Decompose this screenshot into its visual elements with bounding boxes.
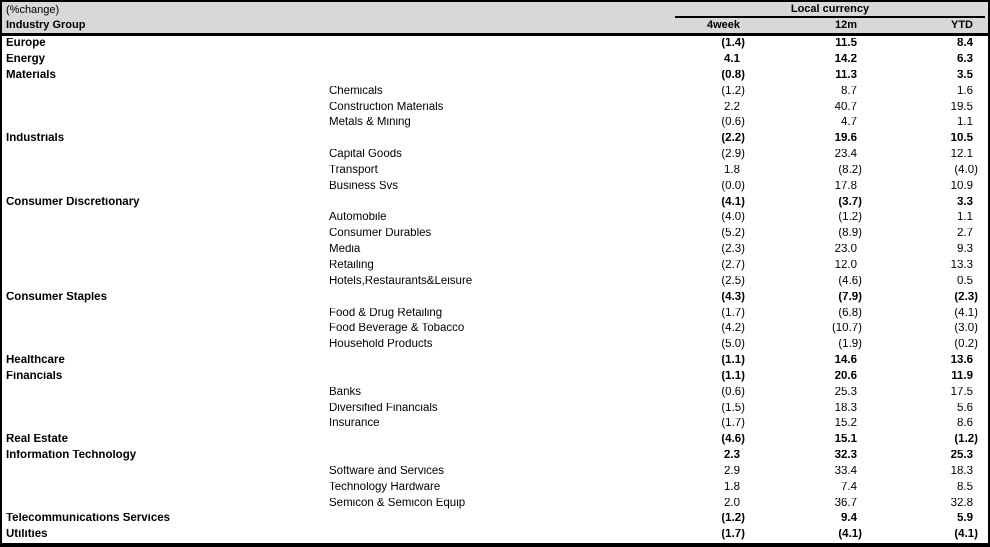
table-row <box>2 242 988 258</box>
cell-ytd: 3.3 <box>957 196 973 208</box>
cell-4week: (4.1) <box>721 196 745 208</box>
row-label: Materials <box>6 69 56 81</box>
cell-4week: (5.0) <box>721 339 745 351</box>
row-label: Real Estate <box>6 434 69 446</box>
row-label: Consumer Durables <box>329 228 432 240</box>
cell-ytd: 5.6 <box>957 402 973 414</box>
cell-ytd: (0.2) <box>954 339 978 351</box>
cell-4week: 2.2 <box>724 101 740 113</box>
cell-4week: (1.5) <box>721 402 745 414</box>
table-row <box>2 337 988 353</box>
cell-12m: (7.9) <box>838 291 862 303</box>
cell-12m: (1.2) <box>838 212 862 224</box>
cell-12m: 36.7 <box>834 497 857 509</box>
table-row <box>2 274 988 290</box>
local-currency-spanner: Local currency <box>675 2 985 18</box>
cell-12m: (4.6) <box>838 275 862 287</box>
table-row <box>2 321 988 337</box>
table-row <box>2 416 988 432</box>
cell-4week: (1.2) <box>721 85 745 97</box>
cell-4week: 1.8 <box>724 481 740 493</box>
cell-12m: (1.9) <box>838 339 862 351</box>
cell-ytd: 9.3 <box>957 244 973 256</box>
table-body <box>2 36 988 543</box>
table-row <box>2 147 988 163</box>
cell-ytd: 11.9 <box>951 370 973 382</box>
table-row <box>2 369 988 385</box>
row-label: Media <box>329 244 361 256</box>
table-row <box>2 464 988 480</box>
cell-12m: 18.3 <box>834 402 857 414</box>
table-row <box>2 179 988 195</box>
row-label: Technology Hardware <box>329 481 441 493</box>
table-row <box>2 131 988 147</box>
row-label: Utilities <box>6 529 48 541</box>
cell-4week: (2.5) <box>721 275 745 287</box>
cell-12m: 8.7 <box>841 85 857 97</box>
table-row <box>2 448 988 464</box>
row-label: Automobile <box>329 212 387 224</box>
cell-12m: 14.6 <box>834 355 857 367</box>
row-label: Consumer Discretionary <box>6 196 140 208</box>
cell-ytd: 2.7 <box>957 228 973 240</box>
cell-ytd: 0.5 <box>957 275 973 287</box>
row-label: Transport <box>329 164 378 176</box>
cell-12m: 32.3 <box>834 450 857 462</box>
cell-ytd: 25.3 <box>950 450 973 462</box>
header-row-columns <box>2 18 988 33</box>
table-row <box>2 480 988 496</box>
cell-12m: 15.1 <box>834 434 857 446</box>
table-row <box>2 194 988 210</box>
cell-4week: (1.1) <box>721 370 745 382</box>
row-label: Diversified Financials <box>329 402 438 414</box>
table-row <box>2 84 988 100</box>
cell-4week: (2.9) <box>721 149 745 161</box>
cell-12m: (8.9) <box>838 228 862 240</box>
row-label: Business Svs <box>329 180 399 192</box>
cell-12m: 14.2 <box>834 54 857 66</box>
cell-12m: (8.2) <box>838 164 862 176</box>
table-row <box>2 400 988 416</box>
row-label: Hotels,Restaurants&Leisure <box>329 275 473 287</box>
cell-12m: 23.4 <box>834 149 857 161</box>
cell-ytd: 8.6 <box>957 418 973 430</box>
cell-4week: (2.2) <box>721 133 745 145</box>
row-label: Insurance <box>329 418 380 430</box>
cell-12m: 11.5 <box>835 38 857 50</box>
cell-12m: 9.4 <box>841 513 857 525</box>
cell-4week: (0.6) <box>721 386 745 398</box>
row-label: Software and Services <box>329 465 445 477</box>
column-header-12m: 12m <box>834 19 857 31</box>
table-row <box>2 226 988 242</box>
row-label: Construction Materials <box>329 101 444 113</box>
table-row <box>2 495 988 511</box>
cell-ytd: (4.0) <box>954 164 978 176</box>
cell-4week: (2.3) <box>721 244 745 256</box>
cell-ytd: 1.1 <box>957 117 973 129</box>
table-row <box>2 36 988 52</box>
row-label: Household Products <box>329 339 433 351</box>
cell-12m: 17.8 <box>834 180 857 192</box>
cell-4week: (4.0) <box>721 212 745 224</box>
cell-4week: (1.7) <box>721 529 745 541</box>
cell-12m: 33.4 <box>834 465 857 477</box>
table-row <box>2 353 988 369</box>
row-label: Semicon & Semicon Equip <box>329 497 466 509</box>
cell-ytd: 3.5 <box>957 69 973 81</box>
cell-ytd: (4.1) <box>954 529 978 541</box>
cell-ytd: 12.1 <box>950 149 973 161</box>
cell-12m: 23.0 <box>834 244 857 256</box>
cell-ytd: 1.6 <box>957 85 973 97</box>
cell-4week: (0.0) <box>721 180 745 192</box>
cell-ytd: 18.3 <box>950 465 973 477</box>
cell-ytd: 10.5 <box>950 133 973 145</box>
table-row <box>2 511 988 527</box>
cell-12m: 15.2 <box>834 418 857 430</box>
row-label: Energy <box>6 54 45 66</box>
header-row-top <box>2 2 988 18</box>
cell-12m: 20.6 <box>834 370 857 382</box>
cell-4week: 2.9 <box>724 465 740 477</box>
cell-4week: (4.6) <box>721 434 745 446</box>
cell-ytd: 32.8 <box>950 497 973 509</box>
row-label: Financials <box>6 370 63 382</box>
cell-12m: 12.0 <box>834 259 857 271</box>
cell-12m: 40.7 <box>834 101 857 113</box>
row-label: Capital Goods <box>329 149 402 161</box>
cell-4week: (0.6) <box>721 117 745 129</box>
cell-4week: (1.7) <box>721 418 745 430</box>
row-label: Chemicals <box>329 85 383 97</box>
table-row <box>2 290 988 306</box>
row-label: Metals & Mining <box>329 117 411 129</box>
row-label: Food Beverage & Tobacco <box>329 323 465 335</box>
row-label: Food & Drug Retailing <box>329 307 443 319</box>
cell-12m: (10.7) <box>831 323 862 335</box>
cell-12m: 11.3 <box>835 69 857 81</box>
cell-4week: (5.2) <box>721 228 745 240</box>
row-label: Europe <box>6 38 46 50</box>
cell-ytd: 13.6 <box>950 355 973 367</box>
table-row <box>2 52 988 68</box>
row-label: Healthcare <box>6 355 65 367</box>
cell-ytd: 13.3 <box>950 259 973 271</box>
cell-4week: 1.8 <box>724 164 740 176</box>
row-label: Telecommunications Services <box>6 513 171 525</box>
cell-ytd: 17.5 <box>950 386 973 398</box>
table-row <box>2 99 988 115</box>
row-label: Industrials <box>6 133 65 145</box>
cell-ytd: 8.5 <box>957 481 973 493</box>
cell-12m: 4.7 <box>841 117 857 129</box>
table-row <box>2 68 988 84</box>
table-row <box>2 432 988 448</box>
cell-4week: (1.2) <box>721 513 745 525</box>
cell-4week: (0.8) <box>721 69 745 81</box>
cell-ytd: 5.9 <box>957 513 973 525</box>
cell-12m: 19.6 <box>834 133 857 145</box>
cell-4week: 4.1 <box>724 54 740 66</box>
row-label: Retailing <box>329 259 374 271</box>
industry-group-header: Industry Group <box>6 19 86 31</box>
table-row <box>2 258 988 274</box>
column-header-4week: 4week <box>706 19 740 31</box>
percent-change-label: (%change) <box>6 4 60 16</box>
table-row <box>2 385 988 401</box>
table-row <box>2 163 988 179</box>
cell-ytd: 19.5 <box>950 101 973 113</box>
row-label: Information Technology <box>6 450 137 462</box>
cell-ytd: 10.9 <box>950 180 973 192</box>
cell-ytd: (1.2) <box>954 434 978 446</box>
row-label: Consumer Staples <box>6 291 107 303</box>
cell-4week: (1.4) <box>721 38 745 50</box>
table-row <box>2 527 988 543</box>
cell-ytd: 6.3 <box>957 54 973 66</box>
cell-12m: 7.4 <box>841 481 857 493</box>
column-header-ytd: YTD <box>951 19 973 31</box>
cell-4week: (4.3) <box>721 291 745 303</box>
cell-12m: (4.1) <box>838 529 862 541</box>
table-row <box>2 305 988 321</box>
row-label: Banks <box>329 386 361 398</box>
cell-ytd: (4.1) <box>954 307 978 319</box>
table-row <box>2 115 988 131</box>
cell-ytd: 1.1 <box>957 212 973 224</box>
cell-4week: 2.0 <box>724 497 740 509</box>
cell-4week: (1.1) <box>721 355 745 367</box>
cell-4week: (4.2) <box>721 323 745 335</box>
cell-ytd: (3.0) <box>954 323 978 335</box>
cell-12m: (6.8) <box>838 307 862 319</box>
cell-4week: (1.7) <box>721 307 745 319</box>
cell-12m: (3.7) <box>838 196 862 208</box>
table-header <box>2 2 988 36</box>
cell-4week: 2.3 <box>724 450 740 462</box>
cell-12m: 25.3 <box>834 386 857 398</box>
table-row <box>2 210 988 226</box>
cell-ytd: (2.3) <box>954 291 978 303</box>
cell-ytd: 8.4 <box>957 38 973 50</box>
cell-4week: (2.7) <box>721 259 745 271</box>
